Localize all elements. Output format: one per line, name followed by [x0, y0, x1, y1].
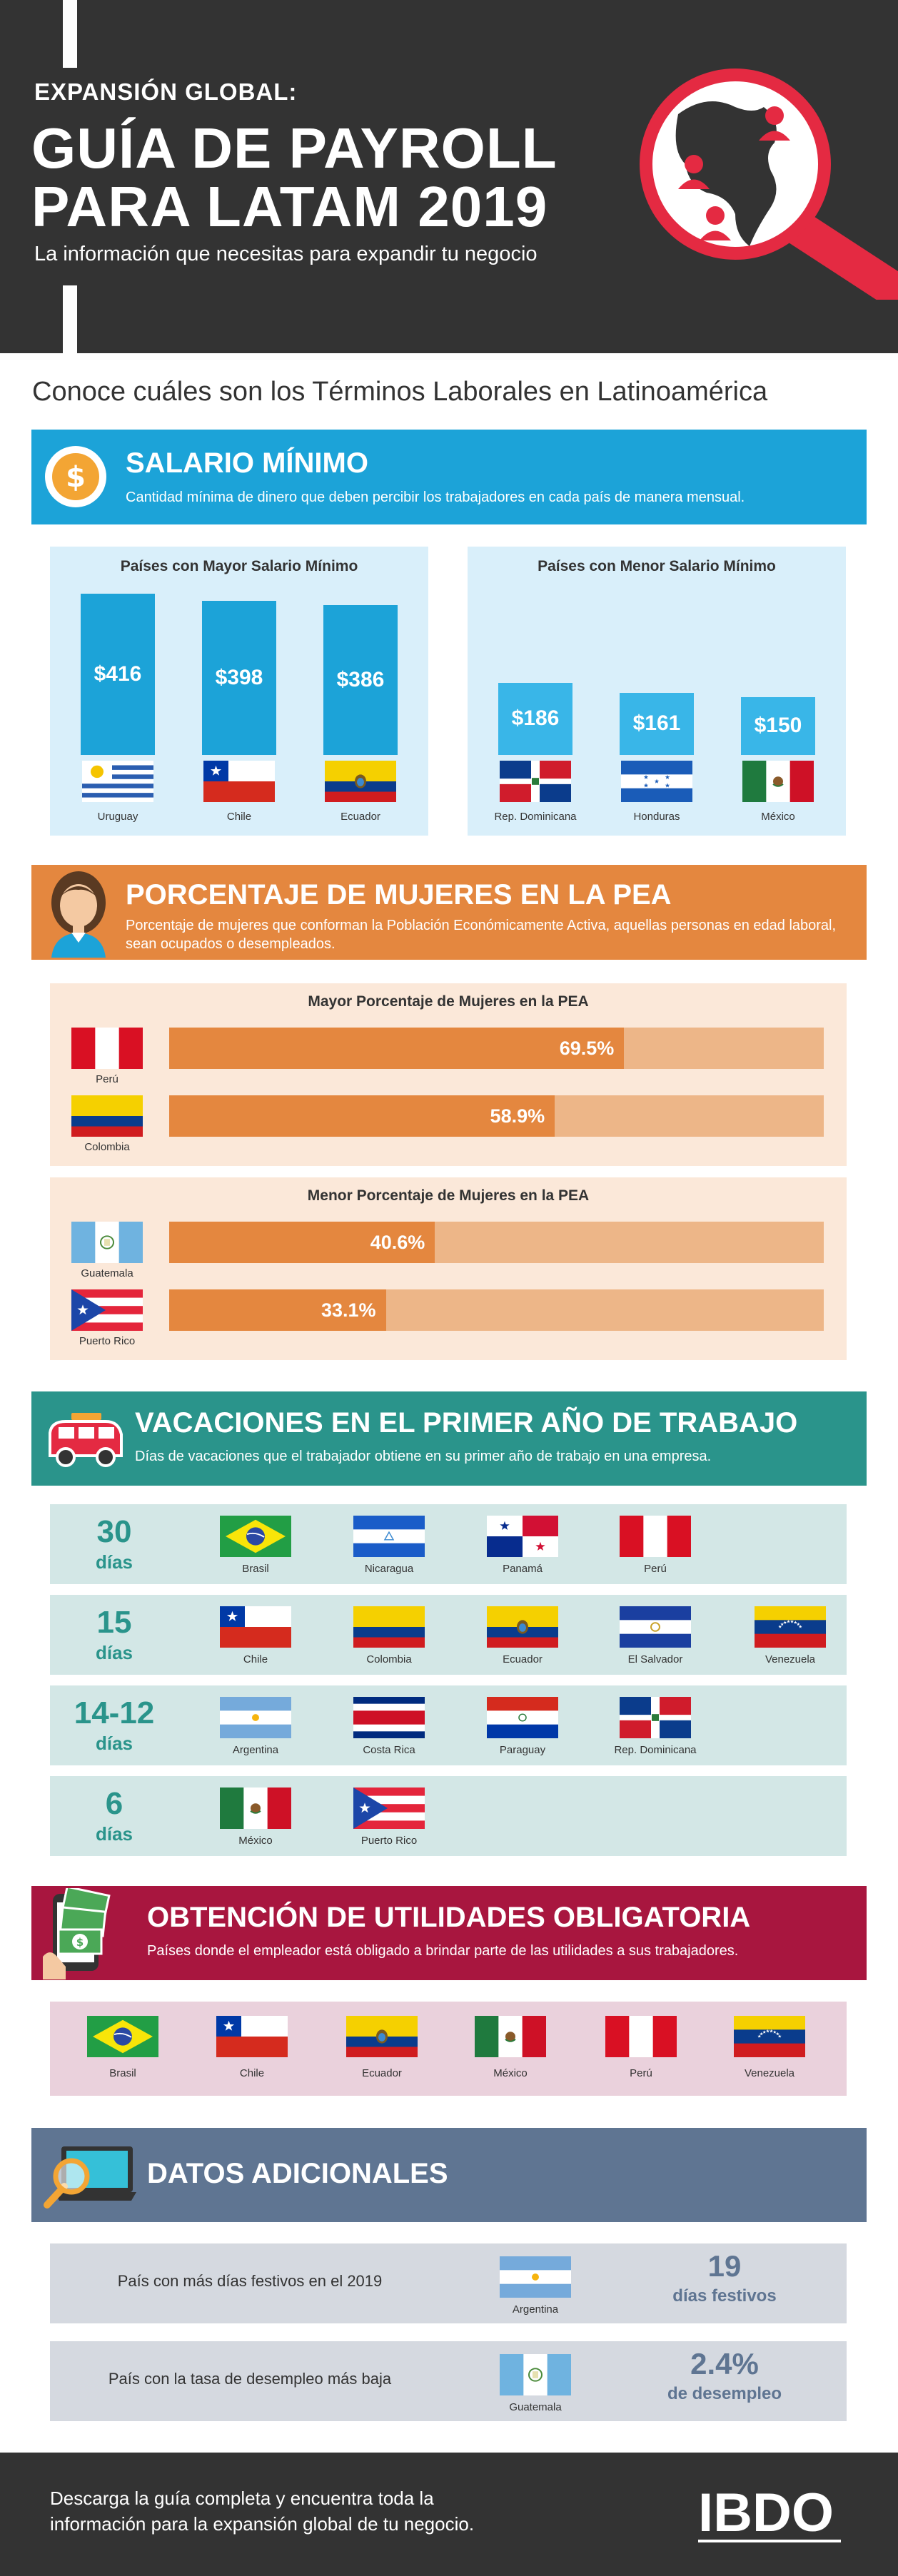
- mujeres-low-panel: [50, 1177, 847, 1360]
- flag-brasil-icon: [87, 2016, 158, 2057]
- flag-peru-icon: [620, 1516, 691, 1557]
- vacaciones-days: 15: [96, 1605, 132, 1640]
- pea-bar-fill: 40.6%: [169, 1222, 435, 1263]
- country-label: Puerto Rico: [360, 1835, 418, 1847]
- country-label: Rep. Dominicana: [614, 1744, 697, 1756]
- pea-bar-track: [169, 1028, 824, 1069]
- salary-bar: $150: [741, 697, 815, 755]
- header-kicker: EXPANSIÓN GLOBAL:: [34, 78, 298, 105]
- mujeres-title: PORCENTAJE DE MUJERES EN LA PEA: [126, 879, 672, 911]
- header-stripe-top: [63, 0, 77, 68]
- country-label: Venezuela: [744, 2067, 795, 2079]
- woman-icon: [44, 868, 113, 958]
- header-subtitle: La información que necesitas para expandir tu negocio: [34, 243, 538, 265]
- flag-guatemala-icon: [500, 2354, 571, 2395]
- mujeres-description: Porcentaje de mujeres que conforman la Población Económicamente Activa, aquellas personas en edad laboral, sean ocupados o desempleados.: [126, 918, 837, 952]
- vacaciones-row: [50, 1504, 847, 1584]
- flag-peru-icon: [71, 1028, 143, 1069]
- flag-mexico-icon: [742, 761, 814, 802]
- flag-chile-icon: [216, 2016, 288, 2057]
- salary-bar: $416: [81, 594, 155, 755]
- flag-chile-icon: [203, 761, 275, 802]
- salary-bar: $386: [323, 605, 398, 755]
- vacaciones-days: 6: [105, 1786, 123, 1821]
- mujeres-high-title: Mayor Porcentaje de Mujeres en la PEA: [308, 993, 589, 1010]
- country-label: Puerto Rico: [79, 1335, 136, 1347]
- flag-rep-dominicana-icon: [500, 761, 571, 802]
- adicionales-row: [50, 2243, 847, 2323]
- flag-ecuador-icon: [325, 761, 396, 802]
- country-label: Colombia: [84, 1141, 130, 1153]
- flag-chile-icon: [220, 1606, 291, 1648]
- salario-low-panel: [468, 547, 846, 836]
- utilidades-panel: [50, 2002, 847, 2096]
- footer-text-line2: información para la expansión global de tu negocio.: [50, 2513, 475, 2535]
- adicionales-row: [50, 2341, 847, 2421]
- flag-costa-rica-icon: [353, 1697, 425, 1738]
- mujeres-low-title: Menor Porcentaje de Mujeres en la PEA: [307, 1187, 590, 1204]
- salario-banner: [31, 430, 867, 524]
- flag-mexico-icon: [220, 1788, 291, 1829]
- flag-uruguay-icon: [82, 761, 153, 802]
- hero-header: [0, 0, 898, 353]
- vacaciones-banner: [31, 1391, 867, 1486]
- adicionales-title: DATOS ADICIONALES: [147, 2158, 448, 2189]
- utilidades-description: Países donde el empleador está obligado a brindar parte de las utilidades a sus trabajadores.: [147, 1943, 739, 1959]
- header-title-line1: GUÍA DE PAYROLL: [31, 116, 558, 180]
- header-stripe-bottom: [63, 285, 77, 353]
- flag-peru-icon: [605, 2016, 677, 2057]
- vacaciones-days-unit: días: [95, 1551, 133, 1573]
- vacaciones-days-unit: días: [95, 1733, 133, 1754]
- svg-text:$: $: [76, 1936, 84, 1949]
- pea-bar-fill: 69.5%: [169, 1028, 624, 1069]
- car-icon: [44, 1411, 127, 1469]
- pea-bar-fill: 33.1%: [169, 1289, 386, 1331]
- country-label: Paraguay: [499, 1744, 546, 1756]
- country-label: Chile: [243, 1653, 268, 1665]
- vacaciones-row: [50, 1776, 847, 1856]
- vacaciones-days: 14-12: [74, 1695, 155, 1730]
- country-label: Brasil: [109, 2067, 136, 2079]
- mujeres-banner: [31, 865, 867, 960]
- country-label: Uruguay: [97, 811, 138, 823]
- vacaciones-days: 30: [96, 1514, 132, 1549]
- adicionales-banner: [31, 2128, 867, 2222]
- country-label: Venezuela: [765, 1653, 816, 1665]
- vacaciones-days-unit: días: [95, 1823, 133, 1845]
- flag-honduras-icon: [621, 761, 692, 802]
- flag-puerto-rico-icon: [71, 1289, 143, 1331]
- country-label: Guatemala: [509, 2401, 562, 2413]
- flag-guatemala-icon: [71, 1222, 143, 1263]
- header-title-line2: PARA LATAM 2019: [31, 175, 548, 238]
- flag-brasil-icon: [220, 1516, 291, 1557]
- flag-puerto-rico-icon: [353, 1788, 425, 1829]
- page-heading: Conoce cuáles son los Términos Laborales en Latinoamérica: [32, 377, 768, 407]
- salario-high-title: Países con Mayor Salario Mínimo: [120, 558, 358, 574]
- country-label: Colombia: [366, 1653, 412, 1665]
- svg-text:IBDO: IBDO: [698, 2483, 834, 2543]
- country-label: Ecuador: [362, 2067, 402, 2079]
- salario-high-panel: [50, 547, 428, 836]
- country-label: Argentina: [512, 2303, 559, 2316]
- country-label: Panamá: [503, 1563, 543, 1575]
- country-label: México: [761, 811, 795, 823]
- laptop-search-icon: [40, 2144, 136, 2209]
- country-label: Ecuador: [503, 1653, 543, 1665]
- vacaciones-title: VACACIONES EN EL PRIMER AÑO DE TRABAJO: [135, 1407, 798, 1439]
- flag-venezuela-icon: [755, 1606, 826, 1648]
- flag-nicaragua-icon: [353, 1516, 425, 1557]
- salary-bar: $398: [202, 601, 276, 755]
- flag-ecuador-icon: [487, 1606, 558, 1648]
- adicionales-unit: días festivos: [672, 2286, 777, 2306]
- money-phone-icon: [43, 1888, 121, 1979]
- flag-rep-dominicana-icon: [620, 1697, 691, 1738]
- utilidades-title: OBTENCIÓN DE UTILIDADES OBLIGATORIA: [147, 1902, 751, 1933]
- pea-bar-track: [169, 1222, 824, 1263]
- adicionales-unit: de desempleo: [667, 2384, 782, 2403]
- flag-venezuela-icon: [734, 2016, 805, 2057]
- adicionales-label: País con la tasa de desempleo más baja: [108, 2370, 392, 2388]
- footer-text[interactable]: [50, 2485, 474, 2537]
- country-label: Honduras: [633, 811, 680, 823]
- vacaciones-days-unit: días: [95, 1642, 133, 1663]
- country-label: Nicaragua: [364, 1563, 414, 1575]
- adicionales-label: País con más días festivos en el 2019: [117, 2272, 383, 2290]
- footer-text-line1: Descarga la guía completa y encuentra toda la: [50, 2488, 434, 2509]
- country-label: Argentina: [232, 1744, 279, 1756]
- flag-argentina-icon: [220, 1697, 291, 1738]
- country-label: Perú: [96, 1073, 118, 1085]
- vacaciones-row: [50, 1595, 847, 1675]
- flag-mexico-icon: [475, 2016, 546, 2057]
- country-label: Perú: [644, 1563, 667, 1575]
- mujeres-high-panel: [50, 983, 847, 1166]
- country-label: Chile: [226, 811, 252, 823]
- country-label: México: [493, 2067, 528, 2079]
- country-label: Costa Rica: [363, 1744, 415, 1756]
- utilidades-banner: [31, 1886, 867, 1980]
- salary-bar: $161: [620, 693, 694, 755]
- bdo-logo[interactable]: [698, 2481, 848, 2545]
- flag-paraguay-icon: [487, 1697, 558, 1738]
- coin-icon: [44, 445, 107, 508]
- vacaciones-description: Días de vacaciones que el trabajador obtiene en su primer año de trabajo en una empresa.: [135, 1449, 712, 1464]
- pea-bar-fill: 58.9%: [169, 1095, 555, 1137]
- flag-colombia-icon: [71, 1095, 143, 1137]
- adicionales-value: 19: [707, 2249, 742, 2283]
- country-label: Ecuador: [340, 811, 380, 823]
- salary-bar: $186: [498, 683, 572, 755]
- pea-bar-track: [169, 1095, 824, 1137]
- flag-colombia-icon: [353, 1606, 425, 1648]
- flag-ecuador-icon: [346, 2016, 418, 2057]
- svg-text:$: $: [66, 461, 86, 494]
- country-label: Brasil: [242, 1563, 269, 1575]
- flag-argentina-icon: [500, 2256, 571, 2298]
- vacaciones-row: [50, 1685, 847, 1765]
- adicionales-value: 2.4%: [690, 2347, 759, 2380]
- salario-description: Cantidad mínima de dinero que deben percibir los trabajadores en cada país de manera mensual.: [126, 490, 745, 505]
- salario-title: SALARIO MÍNIMO: [126, 447, 368, 479]
- salario-low-title: Países con Menor Salario Mínimo: [538, 558, 776, 574]
- country-label: Guatemala: [81, 1267, 133, 1279]
- flag-panama-icon: [487, 1516, 558, 1557]
- footer: [0, 2453, 898, 2576]
- flag-el-salvador-icon: [620, 1606, 691, 1648]
- country-label: México: [238, 1835, 273, 1847]
- country-label: El Salvador: [627, 1653, 683, 1665]
- country-label: Rep. Dominicana: [494, 811, 577, 823]
- country-label: Perú: [630, 2067, 652, 2079]
- pea-bar-track: [169, 1289, 824, 1331]
- magnifier-globe-icon: [628, 64, 898, 300]
- country-label: Chile: [239, 2067, 265, 2079]
